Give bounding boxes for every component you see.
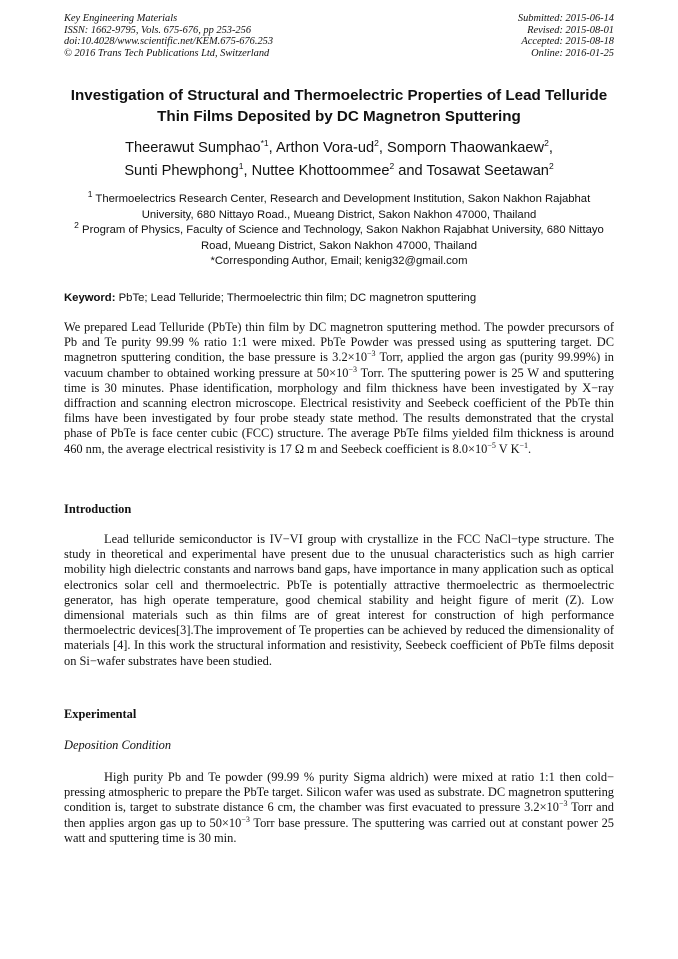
author-name: , Nuttee Khottoommee [243,163,390,179]
author-line-1: Theerawut Sumphao$^{*1}$, Arthon Vora-$ud^2$, Somporn Thaowankaew$^2$, [125,138,553,156]
exponent: −3 [558,799,568,809]
deposition-paragraph [64,770,614,846]
online-date: Online: 2016-01-25 [531,47,614,59]
author-sup: 1 [238,161,244,172]
revised-date: Revised: 2015-08-01 [527,24,614,36]
author-sup: 2 [389,161,395,172]
deposition-text-part: Torr and then applies argon gas up to 50×10 [64,800,614,830]
deposition-subheading: Deposition Condition [64,738,172,752]
journal-info [64,13,273,59]
author-name: and Tosawat Seetawan [394,163,549,179]
copyright: © 2016 Trans Tech Publications Ltd, Switzerland [64,47,270,59]
affiliation-text: Thermoelectrics Research Center, Research and Development Institution, Sakon Nakhon Rajabhat University, 680 Nittayo Road., Mueang District, Sakon Nakhon 47000, Thailand [92,193,591,221]
keywords-text: PbTe; Lead Telluride; Thermoelectric thin film; DC magnetron sputtering [115,292,477,304]
introduction-heading: Introduction [64,502,132,516]
author-name: Theerawut Sumphao [125,140,261,156]
introduction-paragraph [64,532,614,669]
affiliations [64,189,614,270]
exponent: −3 [241,814,250,824]
doi: doi:10.4028/www.scientific.net/KEM.675-676.253 [64,36,274,48]
author-sup: 2 [548,161,554,172]
exponent: −3 [348,364,357,374]
keywords [64,291,614,305]
author-sup: 2 [374,138,379,149]
deposition-text-part: High purity Pb and Te powder (99.99 % purity Sigma aldrich) were mixed at ratio 1:1 then cold− pressing atmospheric to prepare the PbTe target. Silicon wafer was used as substrate. DC magnetron sputtering condition is, target to substrate distance 6 cm, the chamber was first evacuated to pressure 3.2×10 [64,770,614,815]
submission-dates [518,13,614,59]
abstract [64,320,614,457]
affiliation-sup: 1 [87,189,93,200]
exponent: −3 [367,349,376,359]
abstract-text: We prepared Lead Telluride (PbTe) thin film by DC magnetron sputtering method. The powder precursors of Pb and Te purity 99.99 % ratio 1:1 were mixed. PbTe Powder was pressed using as sputtering target. DC magnetron sputtering condition, the base pressure is 3.2×10 [64,320,614,365]
experimental-heading: Experimental [64,707,137,721]
author-list [60,137,618,183]
exponent: −1 [519,440,529,450]
deposition-text [64,770,614,846]
author-sup: *1 [260,138,269,149]
affiliation-1 [64,189,614,223]
affiliation-text: Program of Physics, Faculty of Science and Technology, Sakon Nakhon Rajabhat University, 680 Nittayo Road, Mueang District, Sakon Nakhon 47000, Thailand [78,224,604,252]
introduction-text: Lead telluride semiconductor is IV−VI group with crystallize in the FCC NaCl−type structure. The study in theoretical and experimental have present due to the unusual characteristics such as high carrier mobility high dielectric constants and narrows band gaps, have importance in many application such as optical electronics solar cell and thermoelectric. PbTe is potentially attractive thermoelectric as thermoelectric generator, has high operate temperature, good chemical stability and height figure of merit (Z). Low dimensional materials such as thin films are of great interest for construction of high performance thermoelectric devices[3].The improvement of Te properties can be achieved by reduced the dimensionality of materials [4]. In this work the structural information and resistivity, Seebeck coefficient of PbTe films deposit on Si−wafer substrates have been studied. [64,532,614,668]
author-name: , Arthon Vora-ud [268,140,375,156]
affiliation-sup: 2 [74,220,79,231]
abstract-text: V K [495,441,520,456]
corresponding-author: *Corresponding Author, Email; kenig32@gmail.com [210,255,468,268]
abstract-text: . [528,441,532,456]
author-name: Sunti Phewphong [124,163,239,179]
exponent: −5 [487,440,496,450]
abstract-text: Torr. The sputtering power is 25 W and sputtering time is 30 minutes. Phase identification, morphology and film thickness have been investigated by X−ray diffraction and scanning electron microscope. Electrical resistivity and Seebeck coefficient of the PbTe thin films have been investigated by four probe steady state method. The results demonstrated that the crystal phase of PbTe is face center cubic (FCC) structure. The average PbTe films yielded film thickness is around 460 nm, the average electrical resistivity is 17 Ω m and Seebeck coefficient is 8.0×10 [64,365,614,456]
paper-title: Investigation of Structural and Thermoelectric Properties of Lead Telluride Thin Films Deposited by DC Magnetron Sputtering [70,87,608,125]
author-name: , Somporn Thaowankaew [378,140,545,156]
keywords-label: Keyword: [64,292,116,304]
deposition-text-part: Torr base pressure. The sputtering was carried out at constant power 25 watt and sputtering time is 30 min. [64,815,614,845]
author-sup: 2 [544,138,549,149]
accepted-date: Accepted: 2015-08-18 [521,36,614,48]
author-line-2 [60,160,618,183]
journal-name: Key Engineering Materials [64,13,178,24]
abstract-text: Torr, applied the argon gas (purity 99.99%) in vacuum chamber to obtained working pressure at 50×10 [64,350,614,380]
submitted-date: Submitted: 2015-06-14 [517,13,614,24]
affiliation-2 [64,220,614,254]
issn: ISSN: 1662-9795, Vols. 675-676, pp 253-256 [64,24,252,36]
